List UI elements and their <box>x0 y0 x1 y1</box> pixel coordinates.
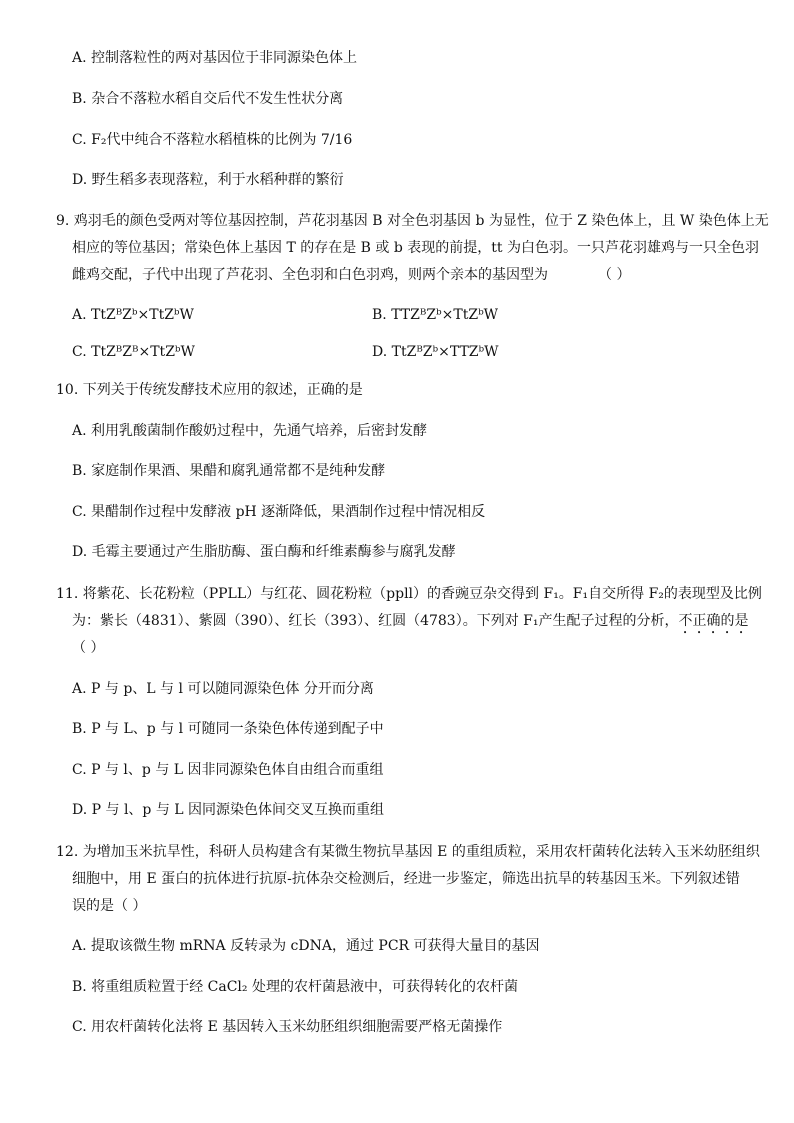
q8-option-b: B. 杂合不落粒水稻自交后代不发生性状分离 <box>72 91 344 107</box>
q8-option-c: C. F₂代中纯合不落粒水稻植株的比例为 7/16 <box>72 132 353 148</box>
q9-option-b: B. TTZᴮZᵇ×TtZᵇW <box>372 307 499 323</box>
q9-stem-line-1: 9. 鸡羽毛的颜色受两对等位基因控制，芦花羽基因 B 对全色羽基因 b 为显性，位于 Z 染色体上，且 W 染色体上无 <box>56 213 769 229</box>
q12-stem-line-2: 细胞中，用 E 蛋白的抗体进行抗原-抗体杂交检测后，经进一步鉴定，筛选出抗旱的转基因玉米。下列叙述错 <box>72 871 740 887</box>
q9-option-a: A. TtZᴮZᵇ×TtZᵇW <box>72 307 194 323</box>
q11-stem-line-1: 11. 将紫花、长花粉粒（PPLL）与红花、圆花粉粒（ppll）的香豌豆杂交得到 F₁。F₁自交所得 F₂的表现型及比例 <box>56 586 762 602</box>
q10-stem: 10. 下列关于传统发酵技术应用的叙述，正确的是 <box>56 382 363 398</box>
q9-option-d: D. TtZᴮZᵇ×TTZᵇW <box>372 344 499 360</box>
q9-stem-line-3: 雌鸡交配，子代中出现了芦花羽、全色羽和白色羽鸡，则两个亲本的基因型为 <box>72 267 548 283</box>
q11-stem-line-2 <box>72 611 748 637</box>
q11-option-c: C. P 与 l、p 与 L 因非同源染色体自由组合而重组 <box>72 762 384 778</box>
q11-emphasis-not-correct: 不正确的是 <box>678 613 749 629</box>
q9-answer-paren: （ ） <box>598 267 631 283</box>
q8-option-a: A. 控制落粒性的两对基因位于非同源染色体上 <box>72 50 358 66</box>
q12-option-b: B. 将重组质粒置于经 CaCl₂ 处理的农杆菌悬液中，可获得转化的农杆菌 <box>72 979 518 995</box>
q10-option-a: A. 利用乳酸菌制作酸奶过程中，先通气培养，后密封发酵 <box>72 423 428 439</box>
q10-option-c: C. 果醋制作过程中发酵液 pH 逐渐降低，果酒制作过程中情况相反 <box>72 504 486 520</box>
q10-option-b: B. 家庭制作果酒、果醋和腐乳通常都不是纯种发酵 <box>72 463 386 479</box>
q11-option-d: D. P 与 l、p 与 L 因同源染色体间交叉互换而重组 <box>72 802 385 818</box>
q12-option-c: C. 用农杆菌转化法将 E 基因转入玉米幼胚组织细胞需要严格无菌操作 <box>72 1019 503 1035</box>
q12-option-a: A. 提取该微生物 mRNA 反转录为 cDNA，通过 PCR 可获得大量目的基因 <box>72 938 540 954</box>
q12-stem-line-3: 误的是（ ） <box>72 898 147 914</box>
q9-stem-line-2: 相应的等位基因；常染色体上基因 T 的存在是 B 或 b 表现的前提，tt 为白色羽。一只芦花羽雄鸡与一只全色羽 <box>72 240 759 256</box>
q11-option-b: B. P 与 L、p 与 l 可随同一条染色体传递到配子中 <box>72 721 384 737</box>
q11-stem-line-2-text: 为：紫长（4831）、紫圆（390）、红长（393）、红圆（4783）。下列对 F₁产生配子过程的分析， <box>72 613 679 629</box>
q8-option-d: D. 野生稻多表现落粒，利于水稻种群的繁衍 <box>72 172 344 188</box>
q12-stem-line-1: 12. 为增加玉米抗旱性，科研人员构建含有某微生物抗旱基因 E 的重组质粒，采用农杆菌转化法转入玉米幼胚组织 <box>56 844 760 860</box>
q11-option-a: A. P 与 p、L 与 l 可以随同源染色体 分开而分离 <box>72 681 374 697</box>
q10-option-d: D. 毛霉主要通过产生脂肪酶、蛋白酶和纤维素酶参与腐乳发酵 <box>72 544 456 560</box>
q9-option-c: C. TtZᴮZᴮ×TtZᵇW <box>72 344 195 360</box>
q11-answer-paren: （ ） <box>72 640 105 656</box>
